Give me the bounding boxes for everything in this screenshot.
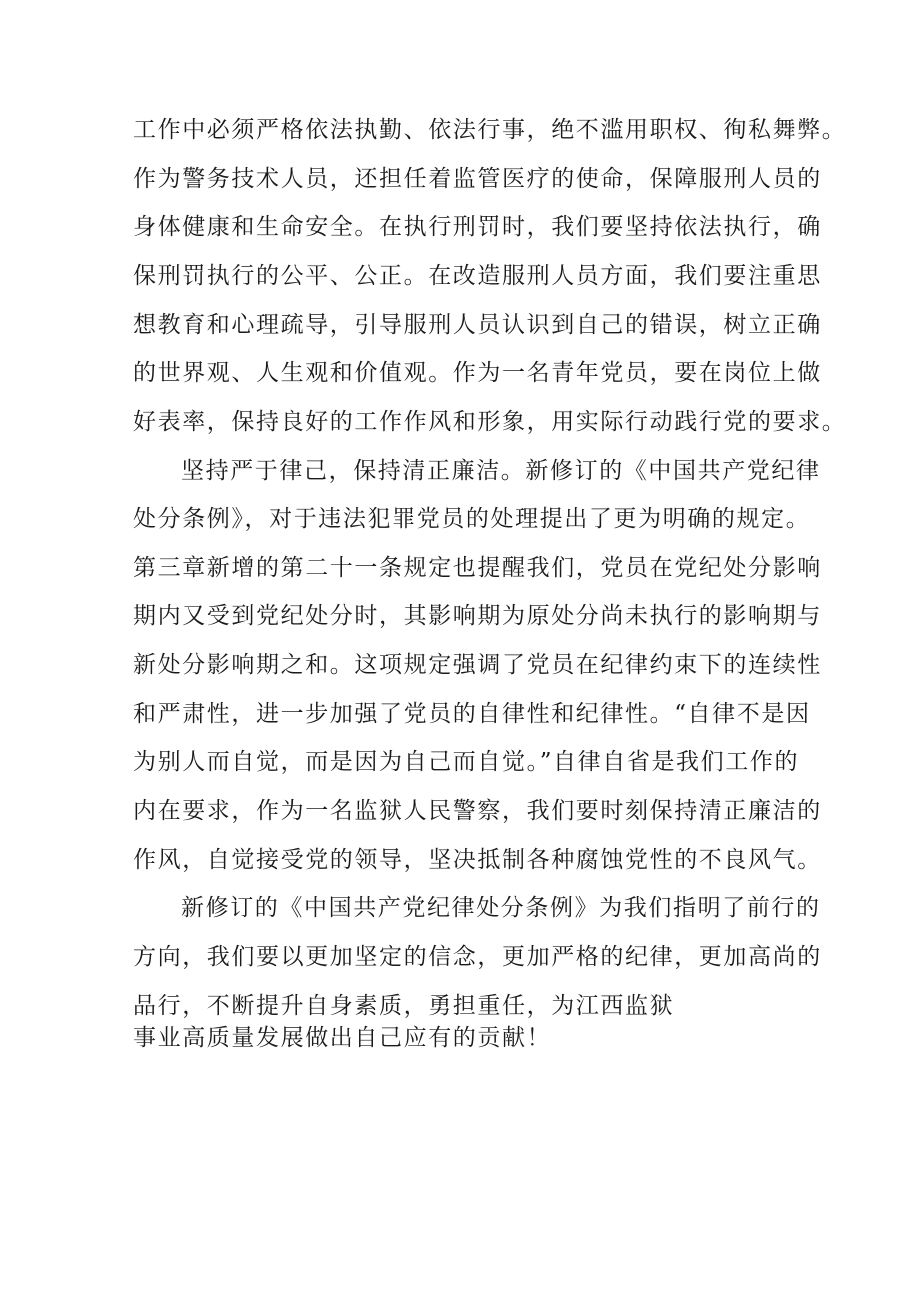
paragraph-3-line-4: 事业高质量发展做出自己应有的贡献！ [133,1025,552,1051]
paragraph-2-line-8: 内在要求，作为一名监狱人民警察，我们要时刻保持清正廉洁的 [133,798,822,824]
paragraph-2-line-9: 作风，自觉接受党的领导，坚决抵制各种腐蚀党性的不良风气。 [133,847,822,873]
paragraph-1-line-6: 的世界观、人生观和价值观。作为一名青年党员，要在岗位上做 [133,360,822,386]
paragraph-2-line-4: 期内又受到党纪处分时，其影响期为原处分尚未执行的影响期与 [133,603,822,629]
paragraph-3-line-2: 方向，我们要以更加坚定的信念，更加严格的纪律，更加高尚的 [133,944,822,970]
paragraph-1-line-3: 身体健康和生命安全。在执行刑罚时，我们要坚持依法执行，确 [133,214,822,240]
paragraph-1-line-7: 好表率，保持良好的工作作风和形象，用实际行动践行党的要求。 [133,409,847,435]
paragraph-2-line-5: 新处分影响期之和。这项规定强调了党员在纪律约束下的连续性 [133,652,822,678]
paragraph-3-line-1: 新修订的《中国共产党纪律处分条例》为我们指明了前行的 [181,895,821,921]
paragraph-1-line-5: 想教育和心理疏导，引导服刑人员认识到自己的错误，树立正确 [133,312,822,338]
paragraph-2-line-2: 处分条例》，对于违法犯罪党员的处理提出了更为明确的规定。 [133,506,811,532]
paragraph-2-line-6: 和严肃性，进一步加强了党员的自律性和纪律性。“自律不是因 [133,701,811,727]
paragraph-1-line-2: 作为警务技术人员，还担任着监管医疗的使命，保障服刑人员的 [133,166,822,192]
paragraph-2-line-7: 为别人而自觉，而是因为自己而自觉。”自律自省是我们工作的 [133,749,800,775]
paragraph-3-line-3: 品行，不断提升自身素质，勇担重任，为江西监狱 [133,993,675,1019]
paragraph-1-line-1: 工作中必须严格依法执勤、依法行事，绝不滥用职权、徇私舞弊。 [133,117,847,143]
paragraph-2-line-3: 第三章新增的第二十一条规定也提醒我们，党员在党纪处分影响 [133,555,822,581]
paragraph-2-line-1: 坚持严于律己，保持清正廉洁。新修订的《中国共产党纪律 [181,458,821,484]
paragraph-1-line-4: 保刑罚执行的公平、公正。在改造服刑人员方面，我们要注重思 [133,263,822,289]
